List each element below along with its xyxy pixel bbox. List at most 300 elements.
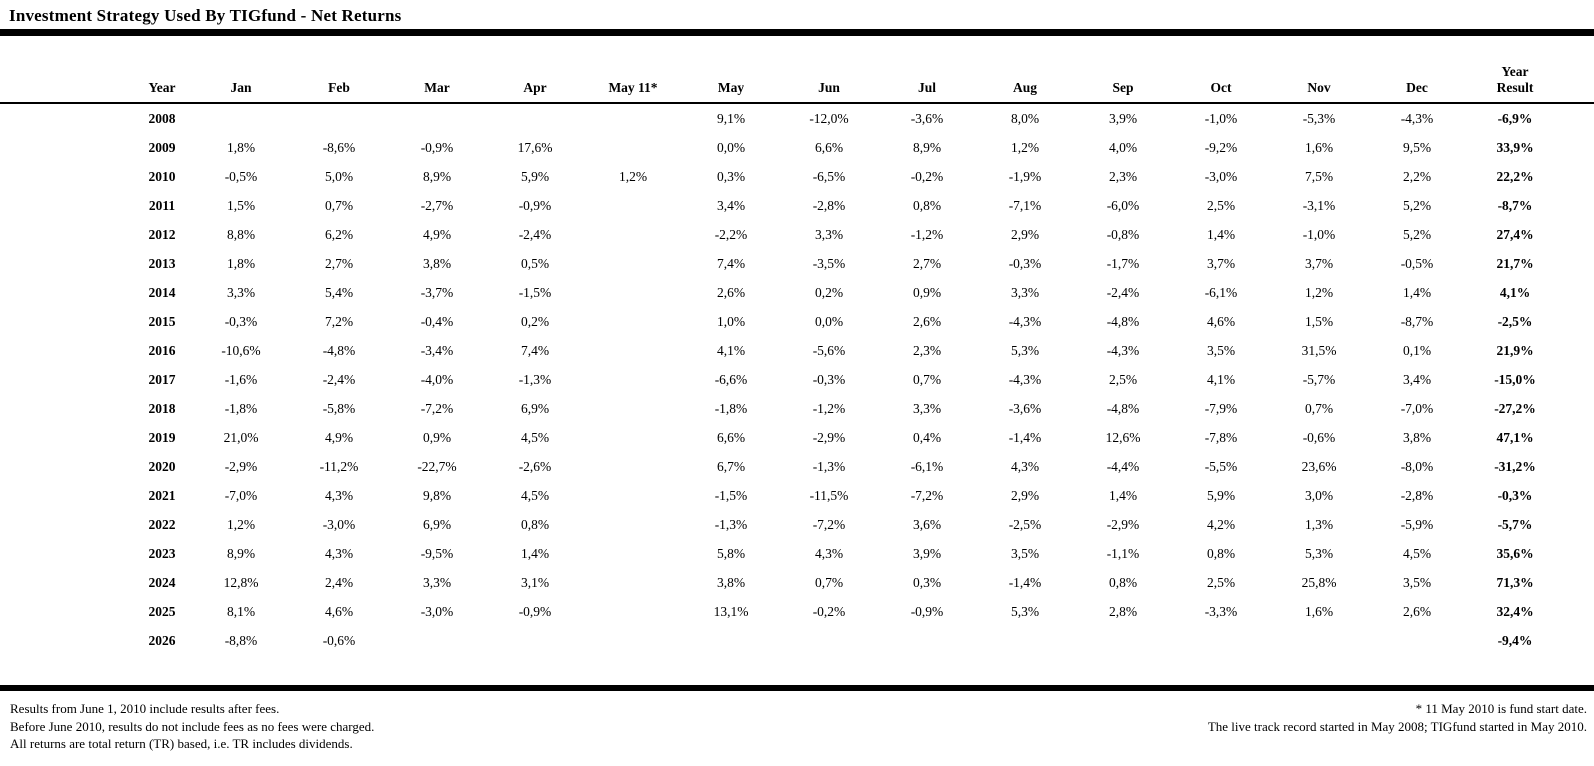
year-result-cell: 71,3%	[1496, 574, 1534, 590]
return-cell: 3,3%	[912, 400, 942, 416]
return-cell: 1,8%	[226, 139, 256, 155]
return-cell: 2,4%	[324, 574, 354, 590]
return-cell: -5,5%	[1204, 458, 1238, 474]
return-cell: -4,4%	[1106, 458, 1140, 474]
col-header-oct: Oct	[1210, 80, 1232, 95]
return-cell: 3,0%	[1304, 487, 1334, 503]
return-cell	[780, 626, 878, 655]
return-cell	[1270, 626, 1368, 655]
year-cell: 2025	[148, 603, 176, 619]
return-cell: 6,9%	[422, 516, 452, 532]
col-header-jun: Jun	[818, 80, 840, 95]
return-cell: -0,9%	[420, 139, 454, 155]
row-left-spacer	[0, 481, 132, 510]
header-row	[0, 36, 1594, 103]
return-cell: 1,2%	[618, 168, 648, 184]
return-cell: -1,7%	[1106, 255, 1140, 271]
row-right-spacer	[1564, 539, 1594, 568]
return-cell: 4,1%	[1206, 371, 1236, 387]
table-row	[0, 249, 1594, 278]
row-right-spacer	[1564, 220, 1594, 249]
row-right-spacer	[1564, 423, 1594, 452]
table-row	[0, 626, 1594, 655]
row-left-spacer	[0, 278, 132, 307]
col-header-jul: Jul	[917, 80, 936, 95]
return-cell: -9,2%	[1204, 139, 1238, 155]
return-cell: 3,8%	[716, 574, 746, 590]
col-header-nov: Nov	[1307, 80, 1331, 95]
col-header-year-result-bottom: Result	[1496, 80, 1534, 95]
return-cell: 4,2%	[1206, 516, 1236, 532]
return-cell: -3,4%	[420, 342, 454, 358]
return-cell: -5,6%	[812, 342, 846, 358]
year-result-cell: 4,1%	[1499, 284, 1531, 300]
return-cell: -1,6%	[224, 371, 258, 387]
return-cell: 4,1%	[716, 342, 746, 358]
return-cell: 7,5%	[1304, 168, 1334, 184]
return-cell: 3,9%	[1108, 110, 1138, 126]
return-cell: 1,4%	[1402, 284, 1432, 300]
return-cell	[584, 220, 682, 249]
return-cell: 4,5%	[1402, 545, 1432, 561]
return-cell: 4,5%	[520, 429, 550, 445]
row-left-spacer	[0, 597, 132, 626]
row-left-spacer	[0, 133, 132, 162]
return-cell: 3,1%	[520, 574, 550, 590]
year-cell: 2019	[148, 429, 176, 445]
table-row	[0, 307, 1594, 336]
header-left-spacer	[0, 36, 132, 103]
return-cell: 13,1%	[713, 603, 749, 619]
return-cell: -12,0%	[809, 110, 849, 126]
row-left-spacer	[0, 249, 132, 278]
return-cell: 1,2%	[1010, 139, 1040, 155]
col-header-may: May	[717, 80, 745, 95]
return-cell: -0,3%	[1008, 255, 1042, 271]
row-right-spacer	[1564, 133, 1594, 162]
return-cell: 9,1%	[716, 110, 746, 126]
return-cell: 5,3%	[1304, 545, 1334, 561]
return-cell: 23,6%	[1301, 458, 1337, 474]
return-cell: 21,0%	[223, 429, 259, 445]
return-cell	[584, 365, 682, 394]
return-cell: 0,8%	[1108, 574, 1138, 590]
return-cell: -1,0%	[1204, 110, 1238, 126]
year-result-cell: -2,5%	[1497, 313, 1533, 329]
year-result-cell: 33,9%	[1496, 139, 1534, 155]
return-cell: 4,3%	[324, 487, 354, 503]
col-header-year-result	[1466, 36, 1564, 103]
return-cell: 3,9%	[912, 545, 942, 561]
year-cell: 2024	[148, 574, 176, 590]
return-cell: 1,6%	[1304, 139, 1334, 155]
return-cell	[584, 249, 682, 278]
return-cell: 4,9%	[324, 429, 354, 445]
return-cell: -2,2%	[714, 226, 748, 242]
return-cell: 2,6%	[1402, 603, 1432, 619]
table-row	[0, 365, 1594, 394]
return-cell: -0,9%	[518, 197, 552, 213]
row-left-spacer	[0, 452, 132, 481]
return-cell: 4,0%	[1108, 139, 1138, 155]
return-cell: -1,8%	[714, 400, 748, 416]
year-cell: 2018	[148, 400, 176, 416]
return-cell: -1,1%	[1106, 545, 1140, 561]
return-cell: -2,7%	[420, 197, 454, 213]
year-result-cell: 22,2%	[1496, 168, 1534, 184]
return-cell: 7,2%	[324, 313, 354, 329]
return-cell: -3,1%	[1302, 197, 1336, 213]
return-cell: 0,8%	[520, 516, 550, 532]
year-cell: 2009	[148, 139, 176, 155]
return-cell: 2,3%	[912, 342, 942, 358]
return-cell: 8,0%	[1010, 110, 1040, 126]
return-cell	[584, 597, 682, 626]
return-cell	[584, 452, 682, 481]
return-cell: 1,4%	[520, 545, 550, 561]
return-cell: 0,9%	[912, 284, 942, 300]
row-left-spacer	[0, 510, 132, 539]
row-left-spacer	[0, 162, 132, 191]
year-cell: 2011	[148, 197, 176, 213]
return-cell: -4,8%	[1106, 400, 1140, 416]
table-row	[0, 452, 1594, 481]
return-cell: 0,7%	[814, 574, 844, 590]
return-cell: 2,7%	[912, 255, 942, 271]
table-bottom-divider	[0, 685, 1594, 691]
row-left-spacer	[0, 539, 132, 568]
return-cell: 2,8%	[1108, 603, 1138, 619]
return-cell: 4,6%	[324, 603, 354, 619]
return-cell: -1,4%	[1008, 574, 1042, 590]
return-cell: 0,2%	[520, 313, 550, 329]
year-result-cell: -6,9%	[1497, 110, 1533, 126]
table-body	[0, 103, 1594, 655]
return-cell: -7,8%	[1204, 429, 1238, 445]
year-result-cell: -8,7%	[1497, 197, 1533, 213]
row-right-spacer	[1564, 597, 1594, 626]
return-cell	[1074, 626, 1172, 655]
return-cell: -2,9%	[224, 458, 258, 474]
return-cell: 6,9%	[520, 400, 550, 416]
year-cell: 2026	[148, 632, 176, 648]
return-cell: 0,3%	[716, 168, 746, 184]
return-cell: -3,7%	[420, 284, 454, 300]
return-cell: 0,8%	[1206, 545, 1236, 561]
return-cell: 6,6%	[814, 139, 844, 155]
col-header-sep: Sep	[1112, 80, 1134, 95]
footnotes-right	[1208, 700, 1587, 753]
return-cell: 5,3%	[1010, 342, 1040, 358]
row-left-spacer	[0, 568, 132, 597]
return-cell: 8,8%	[226, 226, 256, 242]
table-row	[0, 423, 1594, 452]
row-right-spacer	[1564, 452, 1594, 481]
year-cell: 2014	[148, 284, 176, 300]
return-cell: -4,8%	[322, 342, 356, 358]
return-cell: 4,5%	[520, 487, 550, 503]
col-header-year: Year	[148, 80, 176, 95]
return-cell: 3,8%	[1402, 429, 1432, 445]
return-cell: 1,2%	[1304, 284, 1334, 300]
return-cell: 0,7%	[912, 371, 942, 387]
return-cell: 3,5%	[1010, 545, 1040, 561]
return-cell: -6,1%	[910, 458, 944, 474]
return-cell: -4,3%	[1008, 371, 1042, 387]
return-cell: 1,8%	[226, 255, 256, 271]
row-left-spacer	[0, 423, 132, 452]
year-cell: 2016	[148, 342, 176, 358]
return-cell	[976, 626, 1074, 655]
return-cell	[584, 394, 682, 423]
year-cell: 2008	[148, 110, 176, 126]
return-cell: -3,0%	[1204, 168, 1238, 184]
return-cell: -4,3%	[1106, 342, 1140, 358]
page-title: Investment Strategy Used By TIGfund - Net Returns	[9, 6, 402, 25]
return-cell: -1,9%	[1008, 168, 1042, 184]
year-result-cell: 21,7%	[1496, 255, 1534, 271]
return-cell: 12,8%	[223, 574, 259, 590]
return-cell: 5,2%	[1402, 226, 1432, 242]
return-cell: 8,9%	[226, 545, 256, 561]
footnote-fees-after: Results from June 1, 2010 include results after fees.	[10, 701, 280, 716]
col-header-mar: Mar	[424, 80, 450, 95]
return-cell: -4,8%	[1106, 313, 1140, 329]
return-cell	[584, 626, 682, 655]
year-result-cell: 27,4%	[1496, 226, 1534, 242]
return-cell: 2,9%	[1010, 226, 1040, 242]
return-cell: -9,5%	[420, 545, 454, 561]
return-cell	[486, 626, 584, 655]
table-row	[0, 103, 1594, 133]
return-cell: -2,4%	[518, 226, 552, 242]
col-header-aug: Aug	[1012, 80, 1037, 95]
table-row	[0, 336, 1594, 365]
return-cell	[584, 568, 682, 597]
col-header-feb: Feb	[328, 80, 350, 95]
return-cell: -5,8%	[322, 400, 356, 416]
return-cell: -2,8%	[812, 197, 846, 213]
return-cell: -2,8%	[1400, 487, 1434, 503]
return-cell: 3,5%	[1206, 342, 1236, 358]
return-cell: 3,6%	[912, 516, 942, 532]
return-cell: -7,2%	[910, 487, 944, 503]
return-cell: -1,0%	[1302, 226, 1336, 242]
row-left-spacer	[0, 394, 132, 423]
row-right-spacer	[1564, 336, 1594, 365]
year-cell: 2017	[148, 371, 176, 387]
return-cell: 1,5%	[226, 197, 256, 213]
return-cell: -7,9%	[1204, 400, 1238, 416]
return-cell: -1,5%	[714, 487, 748, 503]
return-cell: 12,6%	[1105, 429, 1141, 445]
year-result-cell: -0,3%	[1497, 487, 1533, 503]
return-cell: 0,0%	[814, 313, 844, 329]
return-cell	[584, 307, 682, 336]
title-divider	[0, 29, 1594, 36]
return-cell: 4,9%	[422, 226, 452, 242]
return-cell: -3,5%	[812, 255, 846, 271]
return-cell: -0,9%	[518, 603, 552, 619]
return-cell: -3,0%	[322, 516, 356, 532]
return-cell: 2,5%	[1206, 574, 1236, 590]
return-cell	[388, 103, 486, 133]
return-cell: -6,5%	[812, 168, 846, 184]
return-cell: 3,7%	[1206, 255, 1236, 271]
return-cell: -6,0%	[1106, 197, 1140, 213]
return-cell: 2,2%	[1402, 168, 1432, 184]
year-result-cell: -5,7%	[1497, 516, 1533, 532]
year-cell: 2022	[148, 516, 176, 532]
return-cell: -11,2%	[319, 458, 359, 474]
year-result-cell: 47,1%	[1496, 429, 1534, 445]
year-result-cell: 21,9%	[1496, 342, 1534, 358]
row-left-spacer	[0, 191, 132, 220]
return-cell: 0,9%	[422, 429, 452, 445]
col-header-dec: Dec	[1406, 80, 1428, 95]
return-cell: -11,5%	[809, 487, 849, 503]
return-cell: 3,3%	[422, 574, 452, 590]
return-cell: -0,8%	[1106, 226, 1140, 242]
return-cell: 4,3%	[324, 545, 354, 561]
return-cell: 9,8%	[422, 487, 452, 503]
return-cell: -8,7%	[1400, 313, 1434, 329]
return-cell: 0,0%	[716, 139, 746, 155]
year-result-cell: 32,4%	[1496, 603, 1534, 619]
footnote-total-return: All returns are total return (TR) based, i.e. TR includes dividends.	[10, 736, 353, 751]
row-right-spacer	[1564, 481, 1594, 510]
return-cell: -1,4%	[1008, 429, 1042, 445]
return-cell: -2,5%	[1008, 516, 1042, 532]
return-cell: 2,9%	[1010, 487, 1040, 503]
return-cell: 0,8%	[912, 197, 942, 213]
return-cell: 17,6%	[517, 139, 553, 155]
return-cell: 0,3%	[912, 574, 942, 590]
return-cell: 0,7%	[324, 197, 354, 213]
return-cell: 8,9%	[422, 168, 452, 184]
return-cell: 5,0%	[324, 168, 354, 184]
year-result-cell: -15,0%	[1494, 371, 1536, 387]
return-cell: 6,6%	[716, 429, 746, 445]
return-cell	[192, 103, 290, 133]
table-row	[0, 568, 1594, 597]
return-cell: 1,0%	[716, 313, 746, 329]
return-cell: -5,9%	[1400, 516, 1434, 532]
return-cell: -0,5%	[1400, 255, 1434, 271]
return-cell: 0,7%	[1304, 400, 1334, 416]
year-cell: 2021	[148, 487, 176, 503]
return-cell	[584, 510, 682, 539]
row-right-spacer	[1564, 278, 1594, 307]
return-cell: -1,3%	[812, 458, 846, 474]
year-cell: 2023	[148, 545, 176, 561]
return-cell: 1,6%	[1304, 603, 1334, 619]
return-cell: -4,3%	[1400, 110, 1434, 126]
return-cell: -2,6%	[518, 458, 552, 474]
year-cell: 2012	[148, 226, 176, 242]
row-left-spacer	[0, 626, 132, 655]
return-cell: 3,7%	[1304, 255, 1334, 271]
table-row	[0, 597, 1594, 626]
return-cell: -2,4%	[1106, 284, 1140, 300]
return-cell: 3,8%	[422, 255, 452, 271]
return-cell	[290, 103, 388, 133]
return-cell: -7,0%	[1400, 400, 1434, 416]
footnote-track-record: The live track record started in May 2008; TIGfund started in May 2010.	[1207, 718, 1587, 734]
table-row	[0, 481, 1594, 510]
footnotes-left	[10, 700, 374, 753]
return-cell: 2,6%	[912, 313, 942, 329]
return-cell: 2,6%	[716, 284, 746, 300]
row-right-spacer	[1564, 249, 1594, 278]
return-cell: -0,5%	[224, 168, 258, 184]
table-row	[0, 510, 1594, 539]
return-cell: 7,4%	[716, 255, 746, 271]
row-right-spacer	[1564, 191, 1594, 220]
return-cell: 5,3%	[1010, 603, 1040, 619]
col-header-apr: Apr	[523, 80, 547, 95]
return-cell: 0,1%	[1402, 342, 1432, 358]
return-cell: -2,4%	[322, 371, 356, 387]
return-cell: -3,0%	[420, 603, 454, 619]
return-cell: 1,2%	[226, 516, 256, 532]
table-row	[0, 394, 1594, 423]
return-cell: -0,4%	[420, 313, 454, 329]
row-left-spacer	[0, 365, 132, 394]
return-cell: -1,2%	[812, 400, 846, 416]
return-cell: -8,6%	[322, 139, 356, 155]
return-cell: 3,3%	[1010, 284, 1040, 300]
row-left-spacer	[0, 336, 132, 365]
table-row	[0, 133, 1594, 162]
return-cell	[584, 539, 682, 568]
return-cell: 2,7%	[324, 255, 354, 271]
return-cell: 3,3%	[226, 284, 256, 300]
return-cell: 6,2%	[324, 226, 354, 242]
return-cell: -5,7%	[1302, 371, 1336, 387]
return-cell: -6,1%	[1204, 284, 1238, 300]
return-cell: -2,9%	[812, 429, 846, 445]
return-cell: 7,4%	[520, 342, 550, 358]
return-cell	[388, 626, 486, 655]
return-cell	[584, 481, 682, 510]
return-cell: -1,3%	[714, 516, 748, 532]
row-right-spacer	[1564, 307, 1594, 336]
return-cell	[682, 626, 780, 655]
return-cell: 0,2%	[814, 284, 844, 300]
year-cell: 2010	[148, 168, 176, 184]
return-cell: -3,6%	[910, 110, 944, 126]
col-header-year-result-top: Year	[1501, 64, 1529, 79]
return-cell: -4,3%	[1008, 313, 1042, 329]
return-cell	[1172, 626, 1270, 655]
return-cell: -10,6%	[221, 342, 261, 358]
return-cell: 3,3%	[814, 226, 844, 242]
return-cell: -0,9%	[910, 603, 944, 619]
return-cell: 2,3%	[1108, 168, 1138, 184]
footnote-fund-start: * 11 May 2010 is fund start date.	[1415, 701, 1587, 716]
return-cell: -3,3%	[1204, 603, 1238, 619]
year-result-cell: 35,6%	[1496, 545, 1534, 561]
returns-table	[0, 36, 1594, 655]
return-cell: 4,3%	[814, 545, 844, 561]
return-cell: 0,5%	[520, 255, 550, 271]
return-cell: 2,5%	[1206, 197, 1236, 213]
return-cell: 9,5%	[1402, 139, 1432, 155]
return-cell: -8,0%	[1400, 458, 1434, 474]
return-cell: 2,5%	[1108, 371, 1138, 387]
return-cell: -6,6%	[714, 371, 748, 387]
